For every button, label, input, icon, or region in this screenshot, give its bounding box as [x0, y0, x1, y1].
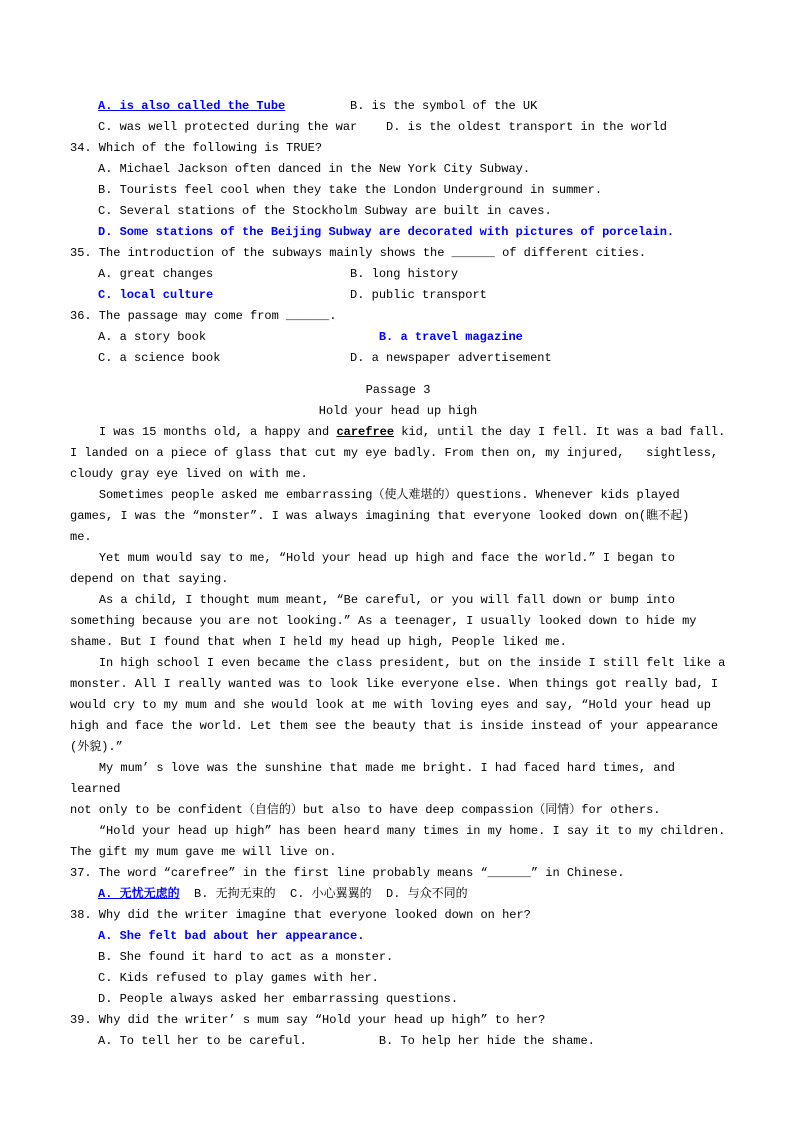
passage-3-title: [70, 401, 726, 422]
text-segment: 36. The passage may come from ______.: [70, 309, 337, 323]
text-segment: would cry to my mum and she would look at me with loving eyes and say, “Hold your head up: [70, 698, 711, 712]
text-segment: B. 无拘无束的 C. 小心翼翼的 D. 与众不同的: [179, 887, 468, 901]
text-segment: C. Several stations of the Stockholm Subway are built in caves.: [98, 204, 552, 218]
p7-l2: [70, 842, 726, 863]
text-segment: 38. Why did the writer imagine that everyone looked down on her?: [70, 908, 531, 922]
text-segment: carefree: [336, 425, 395, 439]
passage-3-heading: [70, 380, 726, 401]
text-segment: 39. Why did the writer’ s mum say “Hold your head up high” to her?: [70, 1013, 546, 1027]
p3-l2: [70, 569, 726, 590]
option-38-c: [70, 968, 726, 989]
question-35: [70, 243, 726, 264]
text-segment: Sometimes people asked me embarrassing（使人难堪的）questions. Whenever kids played: [70, 488, 680, 502]
text-segment: I was 15 months old, a happy and: [70, 425, 337, 439]
text-segment: something because you are not looking.” As a teenager, I usually looked down to hide my: [70, 614, 697, 628]
option-row-37: [70, 884, 726, 905]
question-37: [70, 863, 726, 884]
text-segment: Passage 3: [365, 383, 431, 397]
text-segment: depend on that saying.: [70, 572, 229, 586]
text-segment: D. People always asked her embarrassing questions.: [98, 992, 459, 1006]
p5-l5: [70, 737, 726, 758]
text-segment: B. Tourists feel cool when they take the London Underground in summer.: [98, 183, 603, 197]
p2-l2: [70, 506, 726, 527]
p1-l3: [70, 464, 726, 485]
option-row-33-ab: [70, 96, 726, 117]
option-row-39-ab: [70, 1031, 726, 1052]
text-segment: shame. But I found that when I held my head up high, People liked me.: [70, 635, 567, 649]
text-segment: high and face the world. Let them see the beauty that is inside instead of your appearance: [70, 719, 719, 733]
text-segment: B. She found it hard to act as a monster.: [98, 950, 394, 964]
p4-l2: [70, 611, 726, 632]
answer-highlight: A. 无忧无虑的: [98, 887, 180, 901]
p2-l3: [70, 527, 726, 548]
text-segment: (外貌).”: [70, 740, 123, 754]
p6-l2: [70, 800, 726, 821]
text-segment: A. great changes B. long history: [98, 267, 459, 281]
text-segment: D. public transport: [213, 288, 487, 302]
p6-l1: [70, 758, 726, 800]
p5-l4: [70, 716, 726, 737]
text-segment: A. Michael Jackson often danced in the New York City Subway.: [98, 162, 531, 176]
answer-highlight: C. local culture: [98, 288, 214, 302]
text-segment: I landed on a piece of glass that cut my eye badly. From then on, my injured, sightless,: [70, 446, 719, 460]
answer-highlight: A. She felt bad about her appearance.: [98, 929, 365, 943]
option-34-c: [70, 201, 726, 222]
text-segment: games, I was the “monster”. I was always imagining that everyone looked down on(瞧不起): [70, 509, 690, 523]
option-34-a: [70, 159, 726, 180]
text-segment: not only to be confident（自信的）but also to have deep compassion（同情）for others.: [70, 803, 661, 817]
question-39: [70, 1010, 726, 1031]
text-segment: 37. The word “carefree” in the first line probably means “______” in Chinese.: [70, 866, 625, 880]
question-34: [70, 138, 726, 159]
text-segment: Hold your head up high: [318, 404, 478, 418]
text-segment: As a child, I thought mum meant, “Be careful, or you will fall down or bump into: [70, 593, 675, 607]
option-34-d: [70, 222, 726, 243]
option-38-b: [70, 947, 726, 968]
option-38-d: [70, 989, 726, 1010]
text-segment: 35. The introduction of the subways mainly shows the ______ of different cities.: [70, 246, 647, 260]
option-38-a: [70, 926, 726, 947]
p3-l1: [70, 548, 726, 569]
text-segment: me.: [70, 530, 92, 544]
text-segment: C. a science book D. a newspaper advertisement: [98, 351, 552, 365]
text-segment: B. is the symbol of the UK: [285, 99, 538, 113]
answer-highlight: B. a travel magazine: [378, 330, 523, 344]
text-segment: monster. All I really wanted was to look like everyone else. When things got really bad, I: [70, 677, 719, 691]
text-segment: kid, until the day I fell. It was a bad fall.: [394, 425, 726, 439]
text-segment: My mum’ s love was the sunshine that made me bright. I had faced hard times, and learned: [70, 761, 683, 796]
p7-l1: [70, 821, 726, 842]
p1-l1: [70, 422, 726, 443]
text-segment: A. To tell her to be careful. B. To help her hide the shame.: [98, 1034, 595, 1048]
question-38: [70, 905, 726, 926]
option-row-36-ab: [70, 327, 726, 348]
option-row-33-cd: [70, 117, 726, 138]
answer-highlight: D. Some stations of the Beijing Subway are decorated with pictures of porcelain.: [98, 225, 675, 239]
p1-l2: [70, 443, 726, 464]
text-segment: Yet mum would say to me, “Hold your head up high and face the world.” I began to: [70, 551, 675, 565]
option-row-35-ab: [70, 264, 726, 285]
text-segment: A. a story book: [98, 330, 379, 344]
p5-l2: [70, 674, 726, 695]
p4-l1: [70, 590, 726, 611]
text-segment: “Hold your head up high” has been heard many times in my home. I say it to my children.: [70, 824, 726, 838]
text-segment: In high school I even became the class president, but on the inside I still felt like a: [70, 656, 726, 670]
document-lines: [70, 96, 726, 1052]
option-row-36-cd: [70, 348, 726, 369]
option-34-b: [70, 180, 726, 201]
text-segment: C. Kids refused to play games with her.: [98, 971, 379, 985]
option-row-35-cd: [70, 285, 726, 306]
text-segment: cloudy gray eye lived on with me.: [70, 467, 308, 481]
p4-l3: [70, 632, 726, 653]
p2-l1: [70, 485, 726, 506]
answer-highlight: A. is also called the Tube: [98, 99, 286, 113]
p5-l3: [70, 695, 726, 716]
text-segment: 34. Which of the following is TRUE?: [70, 141, 323, 155]
text-segment: C. was well protected during the war D. is the oldest transport in the world: [98, 120, 667, 134]
text-segment: The gift my mum gave me will live on.: [70, 845, 337, 859]
question-36: [70, 306, 726, 327]
p5-l1: [70, 653, 726, 674]
